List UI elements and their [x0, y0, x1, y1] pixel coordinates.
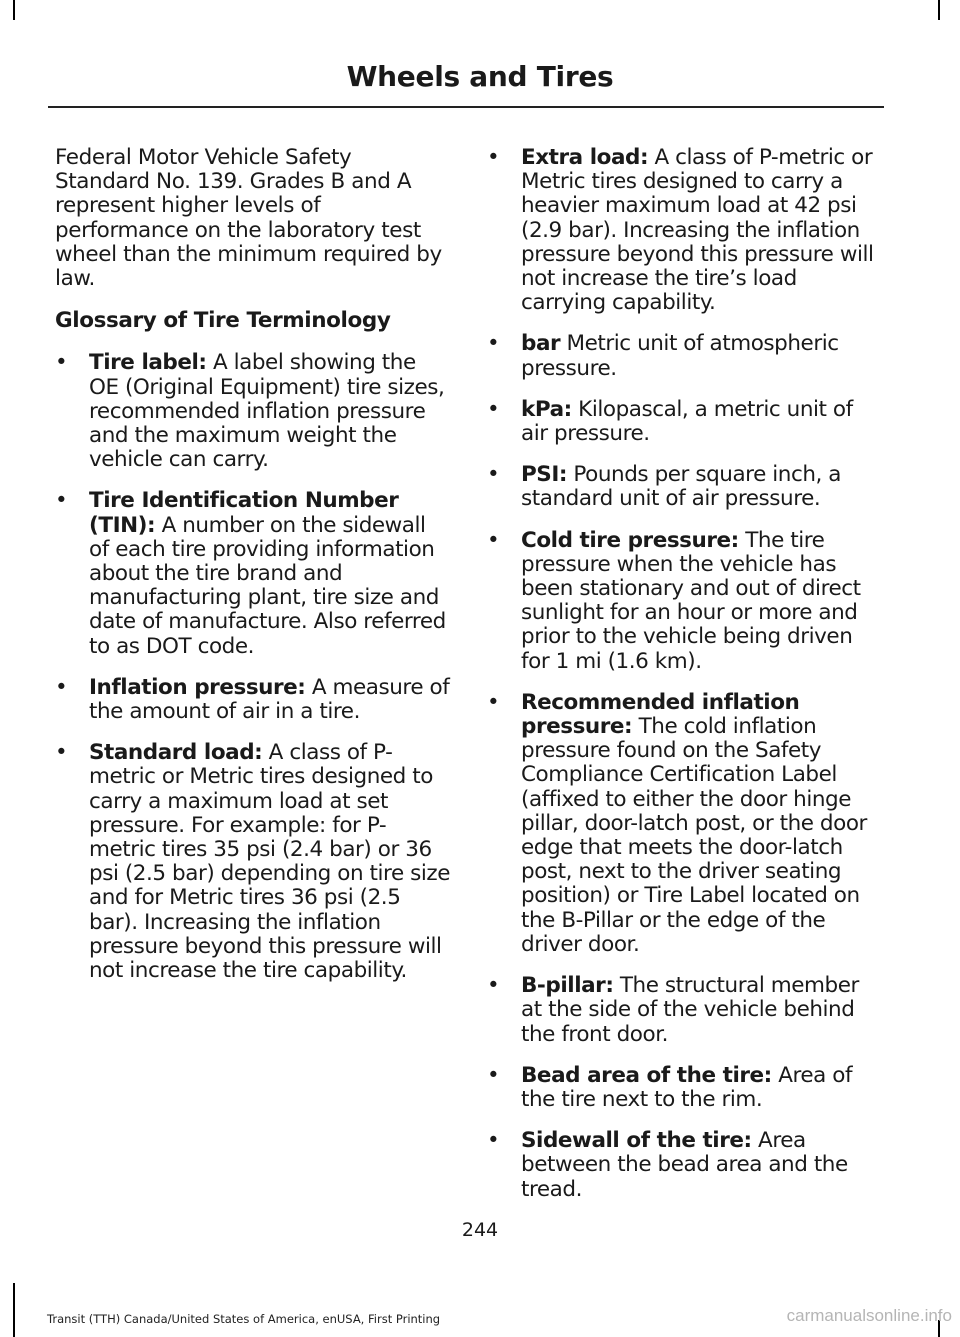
glossary-term: Cold tire pressure:	[521, 527, 739, 553]
glossary-item	[487, 529, 883, 674]
page-number: 244	[461, 1219, 499, 1241]
glossary-definition: A class of P-metric or Metric tires designed to carry a heavier maximum load at 42 psi (2.9 bar). Increasing the inflation pressure beyond this pressure will not increase the tire’s load carrying capability.	[521, 145, 874, 316]
glossary-item	[487, 1129, 883, 1202]
bullet-icon: •	[487, 973, 500, 999]
bullet-icon: •	[487, 331, 500, 357]
glossary-term: B-pillar:	[521, 973, 614, 999]
right-column	[487, 146, 883, 1219]
bullet-icon: •	[55, 674, 68, 700]
glossary-item	[55, 676, 451, 724]
glossary-term: Sidewall of the tire:	[521, 1128, 752, 1154]
glossary-term: Tire label:	[89, 350, 207, 376]
glossary-definition: Kilopascal, a metric unit of air pressure.	[521, 396, 853, 447]
glossary-definition: Pounds per square inch, a standard unit of air pressure.	[521, 462, 841, 512]
glossary-term: Tire Identification Number (TIN):	[89, 488, 399, 538]
glossary-term: Extra load:	[521, 145, 649, 170]
crop-mark	[938, 0, 940, 20]
glossary-heading: Glossary of Tire Terminology	[55, 308, 391, 334]
glossary-item	[487, 1064, 883, 1112]
glossary-term: Bead area of the tire:	[521, 1062, 772, 1088]
page-title: Wheels and Tires	[346, 60, 614, 93]
glossary-definition: A label showing the OE (Original Equipment) tire sizes, recommended inflation pressure and the maximum weight the vehicle can carry.	[89, 350, 445, 473]
watermark: carmanualsonline.info	[786, 1306, 952, 1325]
bullet-icon: •	[55, 740, 68, 766]
glossary-definition: The cold inflation pressure found on the Safety Compliance Certification Label (affixed to either the door hinge pillar, door-latch post, or the door edge that meets the door-latch post, next to the driver seating position) or Tire Label located on the B-Pillar or the edge of the driver door.	[521, 714, 867, 957]
glossary-definition: Area between the bead area and the tread.	[521, 1128, 848, 1202]
glossary-definition: A number on the sidewall of each tire providing information about the tire brand and manufacturing plant, tire size and date of manufacture. Also referred to as DOT code.	[89, 512, 446, 659]
glossary-definition: The structural member at the side of the vehicle behind the front door.	[521, 973, 859, 1047]
bullet-icon: •	[487, 689, 500, 715]
glossary-item	[55, 741, 451, 983]
bullet-icon: •	[487, 527, 500, 553]
glossary-item	[487, 974, 883, 1047]
glossary-definition: A class of P-metric or Metric tires designed to carry a maximum load at set pressure. For example: for P-metric tires 35 psi (2.4 bar) or 36 psi (2.5 bar) depending on tire size and for Metric tires 36 psi (2.5 bar). Increasing the inflation pressure beyond this pressure will not increase the tire capability.	[89, 740, 450, 984]
glossary-term: Inflation pressure:	[89, 674, 306, 700]
glossary-list-left	[55, 351, 451, 983]
glossary-list-right	[487, 146, 883, 1202]
glossary-term: Standard load:	[89, 740, 263, 766]
glossary-definition: Area of the tire next to the rim.	[521, 1062, 853, 1112]
glossary-item	[55, 489, 451, 658]
crop-mark	[13, 1283, 15, 1337]
bullet-icon: •	[55, 350, 68, 376]
bullet-icon: •	[487, 1062, 500, 1088]
intro-paragraph: Federal Motor Vehicle Safety Standard No. 139. Grades B and A represent higher levels of performance on the laboratory test wheel than the minimum required by law.	[55, 145, 442, 292]
glossary-item	[487, 398, 883, 446]
header-divider	[48, 106, 884, 108]
glossary-definition: A measure of the amount of air in a tire.	[89, 674, 450, 725]
footer-text: Transit (TTH) Canada/United States of America, enUSA, First Printing	[47, 1312, 441, 1326]
glossary-term: PSI:	[521, 462, 568, 488]
left-column	[55, 146, 451, 1000]
glossary-definition: The tire pressure when the vehicle has been stationary and out of direct sunlight for an hour or more and prior to the vehicle being driven for 1 mi (1.6 km).	[521, 527, 861, 674]
glossary-term: Recommended inflation pressure:	[521, 689, 800, 740]
crop-mark	[13, 0, 15, 20]
glossary-item	[487, 463, 883, 511]
glossary-term: kPa:	[521, 396, 572, 422]
bullet-icon: •	[487, 462, 500, 488]
glossary-item	[487, 146, 883, 315]
glossary-term: bar	[521, 331, 561, 357]
bullet-icon: •	[487, 145, 500, 170]
glossary-definition: Metric unit of atmospheric pressure.	[521, 331, 839, 381]
bullet-icon: •	[55, 488, 68, 514]
glossary-item	[487, 332, 883, 380]
glossary-item	[487, 691, 883, 957]
glossary-item	[55, 351, 451, 472]
bullet-icon: •	[487, 396, 500, 422]
bullet-icon: •	[487, 1128, 500, 1154]
